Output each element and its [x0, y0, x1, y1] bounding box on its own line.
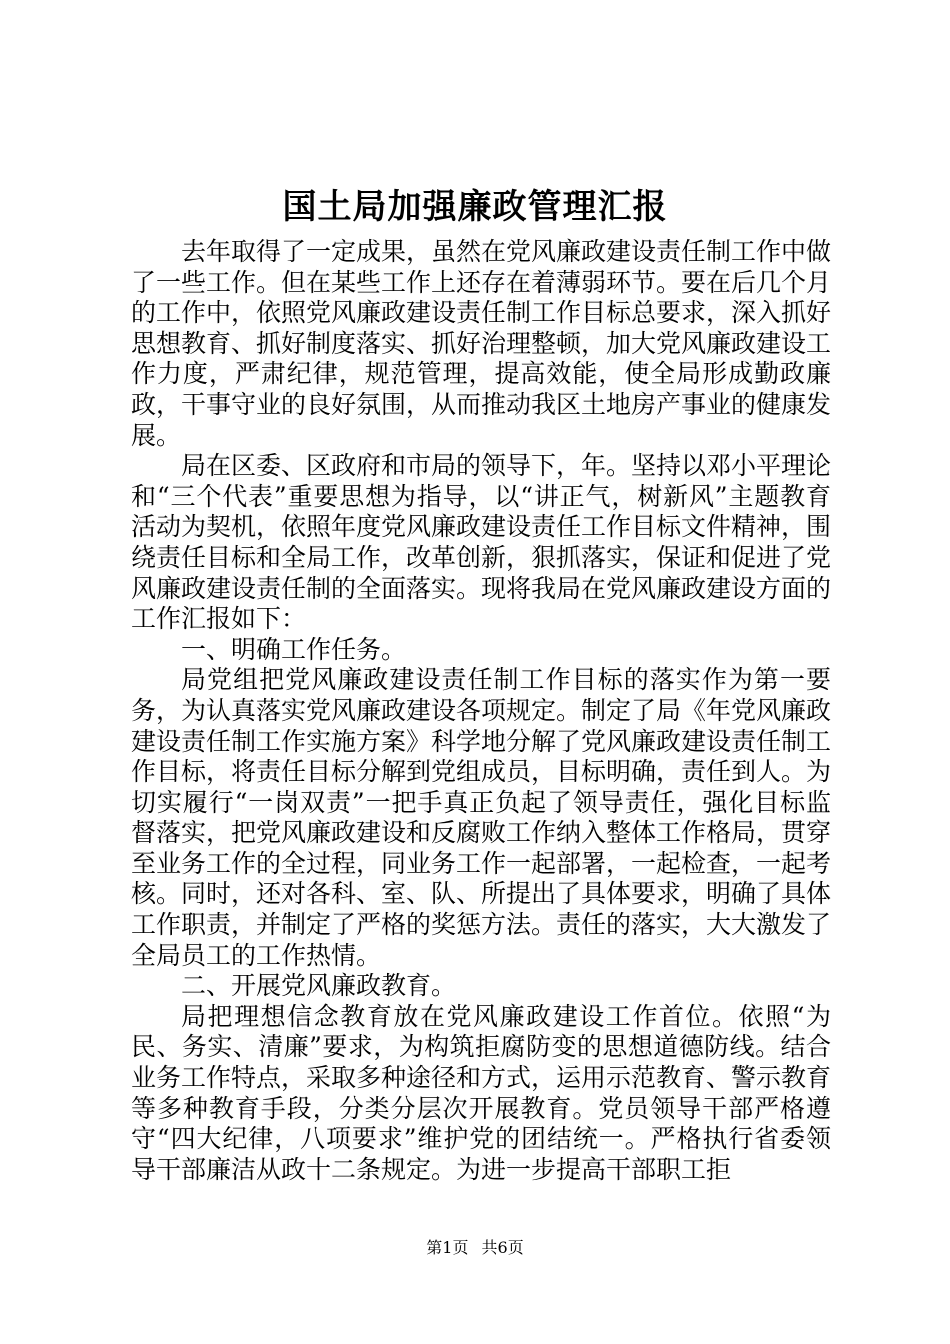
page-number: 第1页: [426, 1238, 469, 1257]
document-title: 国土局加强廉政管理汇报: [282, 187, 668, 227]
document-body: [131, 237, 831, 1185]
section-heading: 二、开展党风廉政教育。: [181, 971, 457, 1001]
page-total: 共6页: [481, 1238, 524, 1257]
paragraph: 局党组把党风廉政建设责任制工作目标的落实作为第一要务，为认真落实党风廉政建设各项规定。制定了局《年党风廉政建设责任制工作实施方案》科学地分解了党风廉政建设责任制工作目标，将责任目标分解到党组成员，目标明确，责任到人。为切实履行“一岗双责”一把手真正负起了领导责任，强化目标监督落实，把党风廉政建设和反腐败工作纳入整体工作格局，贯穿至业务工作的全过程，同业务工作一起部署，一起检查，一起考核。同时，还对各科、室、队、所提出了具体要求，明确了具体工作职责，并制定了严格的奖惩方法。责任的落实，大大激发了全局员工的工作热情。: [131, 665, 832, 970]
paragraph: 去年取得了一定成果，虽然在党风廉政建设责任制工作中做了一些工作。但在某些工作上还存在着薄弱环节。要在后几个月的工作中，依照党风廉政建设责任制工作目标总要求，深入抓好思想教育、抓好制度落实、抓好治理整顿，加大党风廉政建设工作力度，严肃纪律，规范管理，提高效能，使全局形成勤政廉政，干事守业的良好氛围，从而推动我区土地房产事业的健康发展。: [131, 237, 832, 450]
paragraph: 局把理想信念教育放在党风廉政建设工作首位。依照“为民、务实、清廉”要求，为构筑拒腐防变的思想道德防线。结合业务工作特点，采取多种途径和方式，运用示范教育、警示教育等多种教育手段，分类分层次开展教育。党员领导干部严格遵守“四大纪律，八项要求”维护党的团结统一。严格执行省委领导干部廉洁从政十二条规定。为进一步提高干部职工拒: [131, 1001, 832, 1184]
section-heading: 一、明确工作任务。: [181, 634, 407, 664]
paragraph: 局在区委、区政府和市局的领导下，年。坚持以邓小平理论和“三个代表”重要思想为指导，以“讲正气，树新风”主题教育活动为契机，依照年度党风廉政建设责任工作目标文件精神，围绕责任目标和全局工作，改革创新，狠抓落实，保证和促进了党风廉政建设责任制的全面落实。现将我局在党风廉政建设方面的工作汇报如下：: [131, 451, 832, 634]
page-footer: [0, 1238, 950, 1258]
